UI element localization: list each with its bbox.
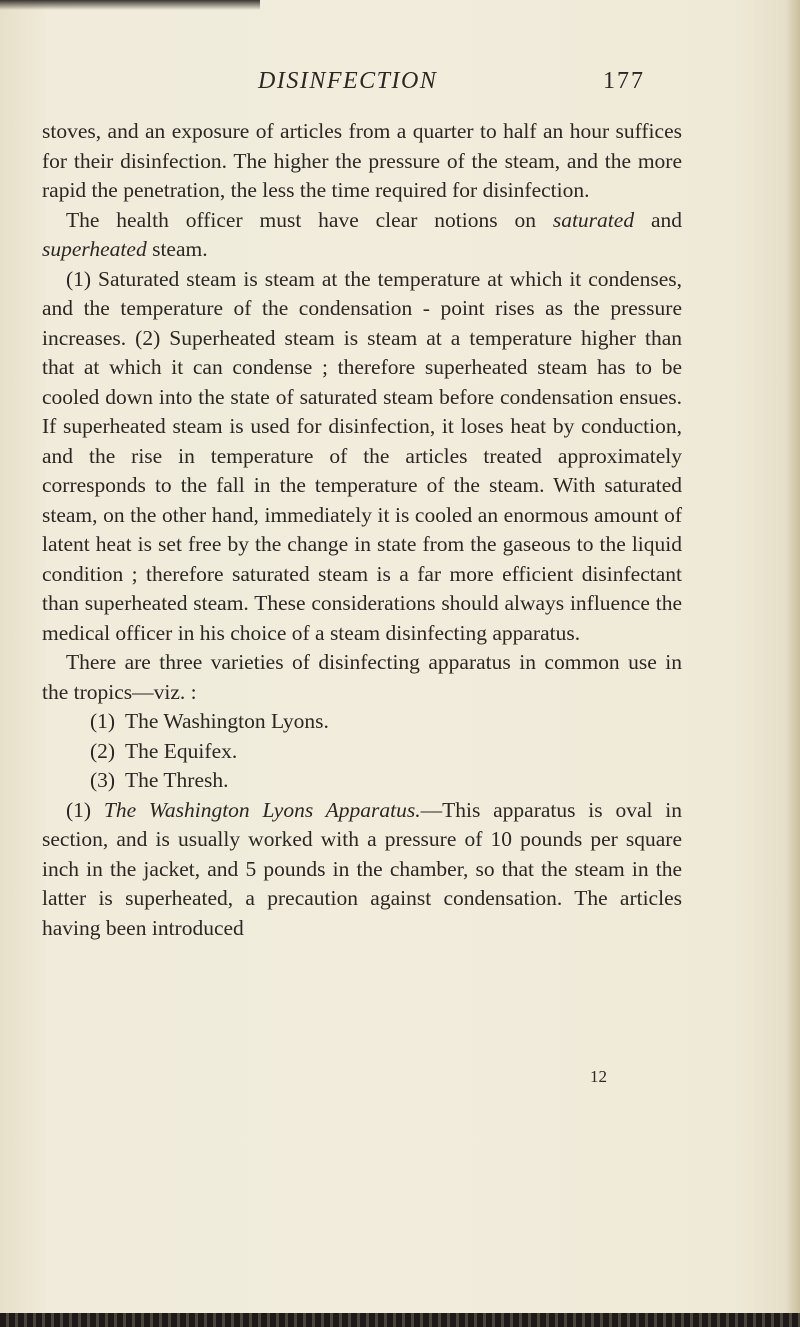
list-item	[90, 707, 682, 737]
list-item-text: The Equifex.	[125, 738, 238, 763]
signature-mark: 12	[590, 1067, 607, 1086]
paragraph-5-text: —This apparatus is oval in section, and is usually worked with a pressure of 10 pounds per square inch in the jacket, and 5 pounds in the chamber, so that the steam in the latter is superheated, a precaution against condensation. The articles having been introduced	[42, 797, 682, 940]
running-head	[258, 62, 678, 102]
list-item-text: The Washington Lyons.	[125, 709, 329, 733]
paragraph-1: stoves, and an exposure of articles from a quarter to half an hour suffices for their disinfection. The higher the pressure of the steam, and the more rapid the penetration, the less the time required for disinfection.	[42, 119, 682, 202]
paragraph-2-start: The health officer must have clear notions on	[66, 207, 553, 232]
running-head-title: DISINFECTION	[258, 68, 438, 94]
paragraph-5	[42, 796, 682, 944]
list-item-number: (1)	[90, 709, 116, 733]
saturated-term: saturated	[552, 207, 635, 232]
body-text	[42, 117, 682, 943]
paragraph-2	[42, 206, 682, 265]
list-item	[90, 737, 682, 767]
paragraph-2-mid: and	[634, 207, 682, 232]
page-bottom-edge	[0, 1313, 800, 1327]
list-item-number: (2)	[90, 738, 116, 763]
page-top-shadow	[0, 0, 260, 10]
paragraph-3: (1) Saturated steam is steam at the temperature at which it condenses, and the temperature of the condensation - point rises as the pressure increases. (2) Superheated steam is steam at a temperature higher than that at which it can condense ; therefore superheated steam has to be cooled down into the state of saturated steam before condensation ensues. If superheated steam is used for disinfection, it loses heat by conduction, and the rise in temperature of the articles treated approximately corresponds to the fall in the temperature of the steam. With saturated steam, on the other hand, immediately it is cooled an enormous amount of latent heat is set free by the change in state from the gaseous to the liquid condition ; therefore saturated steam is a far more efficient disinfectant than superheated steam. These considerations should always influence the medical officer in his choice of a steam disinfecting apparatus.	[42, 266, 682, 645]
apparatus-list	[42, 707, 682, 796]
list-item	[90, 766, 682, 796]
paragraph-5-number: (1)	[66, 797, 104, 822]
page-right-edge	[786, 0, 800, 1327]
list-item-number: (3)	[90, 768, 116, 792]
superheated-term: superheated	[42, 237, 147, 261]
list-item-text: The Thresh.	[125, 768, 229, 792]
page-number: 177	[603, 68, 645, 94]
section-heading: The Washington Lyons Apparatus.	[103, 797, 421, 822]
paragraph-4: There are three varieties of disinfecting apparatus in common use in the tropics—viz. :	[42, 650, 682, 704]
paragraph-2-end: steam.	[146, 237, 208, 261]
